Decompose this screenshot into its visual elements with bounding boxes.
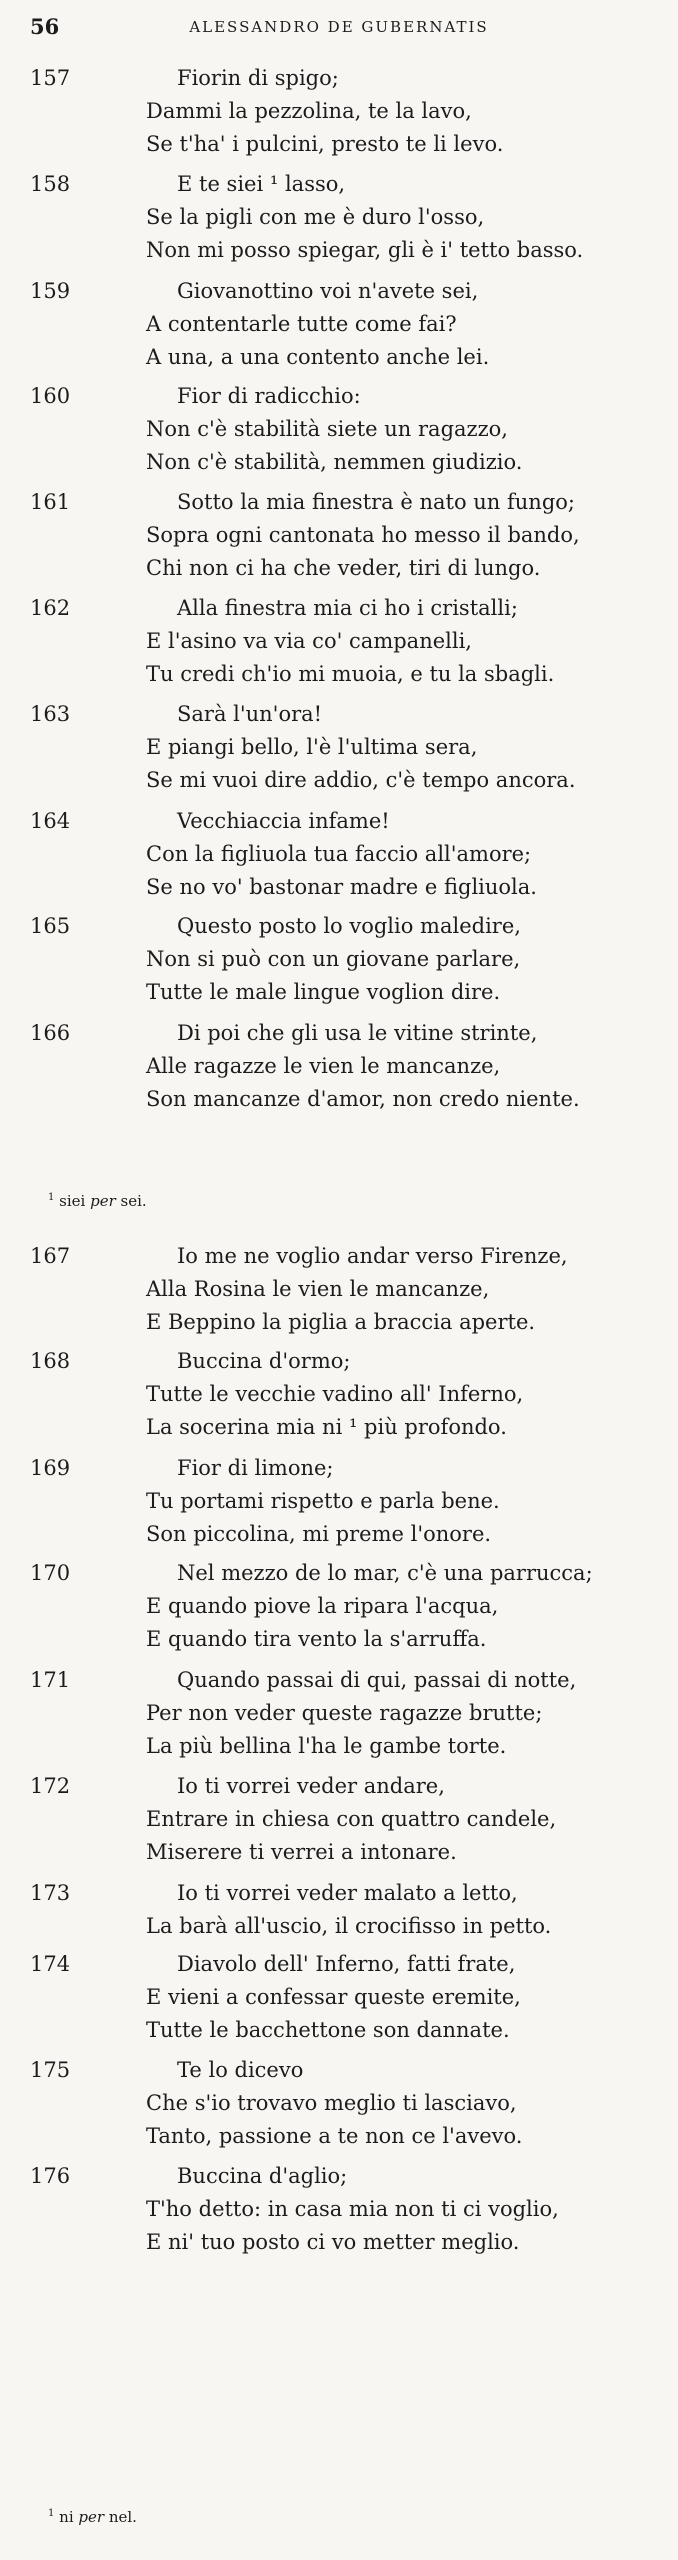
verse-line: Tu portami rispetto e parla bene. — [146, 1489, 500, 1513]
verse-line: Fior di radicchio: — [177, 384, 361, 408]
poem-number: 163 — [30, 702, 71, 726]
verse-line: Alle ragazze le vien le mancanze, — [146, 1054, 501, 1078]
footnote-per: per — [78, 2508, 105, 2526]
verse-line: Con la figliuola tua faccio all'amore; — [146, 842, 532, 866]
poem-number: 158 — [30, 172, 71, 196]
poem-number: 175 — [30, 2058, 71, 2082]
verse-line: Se mi vuoi dire addio, c'è tempo ancora. — [146, 768, 576, 792]
verse-line: Non mi posso spiegar, gli è i' tetto basso. — [146, 238, 584, 262]
footnote-2 — [48, 2508, 137, 2526]
poem-number: 165 — [30, 914, 71, 938]
poem-175 — [30, 2054, 650, 2153]
poem-162 — [30, 592, 650, 691]
poem-161 — [30, 486, 650, 585]
verse-line: Se la pigli con me è duro l'osso, — [146, 205, 485, 229]
verse-line: Non si può con un giovane parlare, — [146, 947, 521, 971]
verse-line: Alla Rosina le vien le mancanze, — [146, 1277, 490, 1301]
verse-line: Miserere ti verrei a intonare. — [146, 1840, 457, 1864]
verse-line: Te lo dicevo — [177, 2058, 304, 2082]
verse-line: Sopra ogni cantonata ho messo il bando, — [146, 523, 580, 547]
verse-line: La barà all'uscio, il crocifisso in petto. — [146, 1914, 552, 1938]
poem-number: 167 — [30, 1244, 71, 1268]
poem-165 — [30, 910, 650, 1009]
footnote-mark: 1 — [48, 2508, 55, 2519]
poem-158 — [30, 168, 650, 267]
verse-line: E quando tira vento la s'arruffa. — [146, 1627, 487, 1651]
poem-number: 172 — [30, 1774, 71, 1798]
verse-line: Chi non ci ha che veder, tiri di lungo. — [146, 556, 541, 580]
verse-line: Che s'io trovavo meglio ti lasciavo, — [146, 2091, 517, 2115]
verse-line: Dammi la pezzolina, te la lavo, — [146, 99, 472, 123]
poem-number: 162 — [30, 596, 71, 620]
poem-number: 166 — [30, 1021, 71, 1045]
verse-line: Se t'ha' i pulcini, presto te li levo. — [146, 132, 504, 156]
poem-168 — [30, 1345, 650, 1444]
verse-line: Giovanottino voi n'avete sei, — [177, 279, 479, 303]
verse-line: Vecchiaccia infame! — [177, 809, 390, 833]
verse-line: E te siei ¹ lasso, — [177, 172, 346, 196]
verse-line: Tutte le male lingue voglion dire. — [146, 980, 501, 1004]
verse-line: Sarà l'un'ora! — [177, 702, 323, 726]
footnote-word: siei — [59, 1192, 86, 1210]
verse-line: Diavolo dell' Inferno, fatti frate, — [177, 1952, 516, 1976]
verse-line: Alla finestra mia ci ho i cristalli; — [177, 596, 518, 620]
verse-line: Tutte le vecchie vadino all' Inferno, — [146, 1382, 524, 1406]
poem-166 — [30, 1017, 650, 1116]
verse-line: T'ho detto: in casa mia non ti ci voglio, — [146, 2197, 559, 2221]
verse-line: Per non veder queste ragazze brutte; — [146, 1701, 543, 1725]
poem-170 — [30, 1557, 650, 1656]
footnote-1 — [48, 1192, 147, 1210]
verse-line: Buccina d'ormo; — [177, 1349, 351, 1373]
verse-line: La più bellina l'ha le gambe torte. — [146, 1734, 507, 1758]
verse-line: E quando piove la ripara l'acqua, — [146, 1594, 499, 1618]
poem-164 — [30, 805, 650, 904]
verse-line: Io me ne voglio andar verso Firenze, — [177, 1244, 568, 1268]
footnote-per: per — [90, 1192, 116, 1210]
poem-174 — [30, 1948, 650, 2047]
verse-line: Io ti vorrei veder andare, — [177, 1774, 445, 1798]
verse-line: Non c'è stabilità siete un ragazzo, — [146, 417, 508, 441]
verse-line: Entrare in chiesa con quattro candele, — [146, 1807, 557, 1831]
poem-171 — [30, 1664, 650, 1763]
verse-line: E l'asino va via co' campanelli, — [146, 629, 472, 653]
poem-167 — [30, 1240, 650, 1339]
poem-number: 176 — [30, 2164, 71, 2188]
poem-160 — [30, 380, 650, 479]
footnote-meaning: nel. — [108, 2508, 137, 2526]
poem-number: 168 — [30, 1349, 71, 1373]
poem-number: 174 — [30, 1952, 71, 1976]
verse-line: Questo posto lo voglio maledire, — [177, 914, 521, 938]
verse-line: Nel mezzo de lo mar, c'è una parrucca; — [177, 1561, 593, 1585]
poem-163 — [30, 698, 650, 797]
poem-172 — [30, 1770, 650, 1869]
verse-line: A una, a una contento anche lei. — [146, 345, 490, 369]
footnote-mark: 1 — [48, 1192, 55, 1203]
verse-line: E piangi bello, l'è l'ultima sera, — [146, 735, 478, 759]
poem-number: 169 — [30, 1456, 71, 1480]
verse-line: A contentarle tutte come fai? — [146, 312, 457, 336]
verse-line: Fior di limone; — [177, 1456, 334, 1480]
verse-line: Sotto la mia finestra è nato un fungo; — [177, 490, 575, 514]
verse-line: Son piccolina, mi preme l'onore. — [146, 1522, 492, 1546]
poem-number: 164 — [30, 809, 71, 833]
poem-number: 170 — [30, 1561, 71, 1585]
footnote-meaning: sei. — [120, 1192, 147, 1210]
poem-173 — [30, 1877, 650, 1943]
footnote-word: ni — [59, 2508, 74, 2526]
verse-line: La socerina mia ni ¹ più profondo. — [146, 1415, 507, 1439]
verse-line: Tutte le bacchettone son dannate. — [146, 2018, 510, 2042]
running-title: ALESSANDRO DE GUBERNATIS — [189, 18, 489, 36]
poem-number: 160 — [30, 384, 71, 408]
verse-line: Io ti vorrei veder malato a letto, — [177, 1881, 518, 1905]
poem-number: 157 — [30, 66, 71, 90]
poem-number: 161 — [30, 490, 71, 514]
verse-line: Tanto, passione a te non ce l'avevo. — [146, 2124, 523, 2148]
poem-159 — [30, 275, 650, 374]
verse-line: E vieni a confessar queste eremite, — [146, 1985, 521, 2009]
verse-line: Fiorin di spigo; — [177, 66, 339, 90]
verse-line: E ni' tuo posto ci vo metter meglio. — [146, 2230, 520, 2254]
verse-line: Se no vo' bastonar madre e figliuola. — [146, 875, 537, 899]
verse-line: Quando passai di qui, passai di notte, — [177, 1668, 577, 1692]
verse-line: Son mancanze d'amor, non credo niente. — [146, 1087, 580, 1111]
verse-line: Non c'è stabilità, nemmen giudizio. — [146, 450, 523, 474]
poem-number: 171 — [30, 1668, 71, 1692]
page-number: 56 — [30, 14, 60, 39]
page-header — [30, 14, 648, 44]
poem-number: 159 — [30, 279, 71, 303]
poem-number: 173 — [30, 1881, 71, 1905]
verse-line: Buccina d'aglio; — [177, 2164, 348, 2188]
poem-169 — [30, 1452, 650, 1551]
poem-157 — [30, 62, 650, 161]
verse-line: Di poi che gli usa le vitine strinte, — [177, 1021, 538, 1045]
verse-line: E Beppino la piglia a braccia aperte. — [146, 1310, 536, 1334]
poem-176 — [30, 2160, 650, 2259]
verse-line: Tu credi ch'io mi muoia, e tu la sbagli. — [146, 662, 555, 686]
